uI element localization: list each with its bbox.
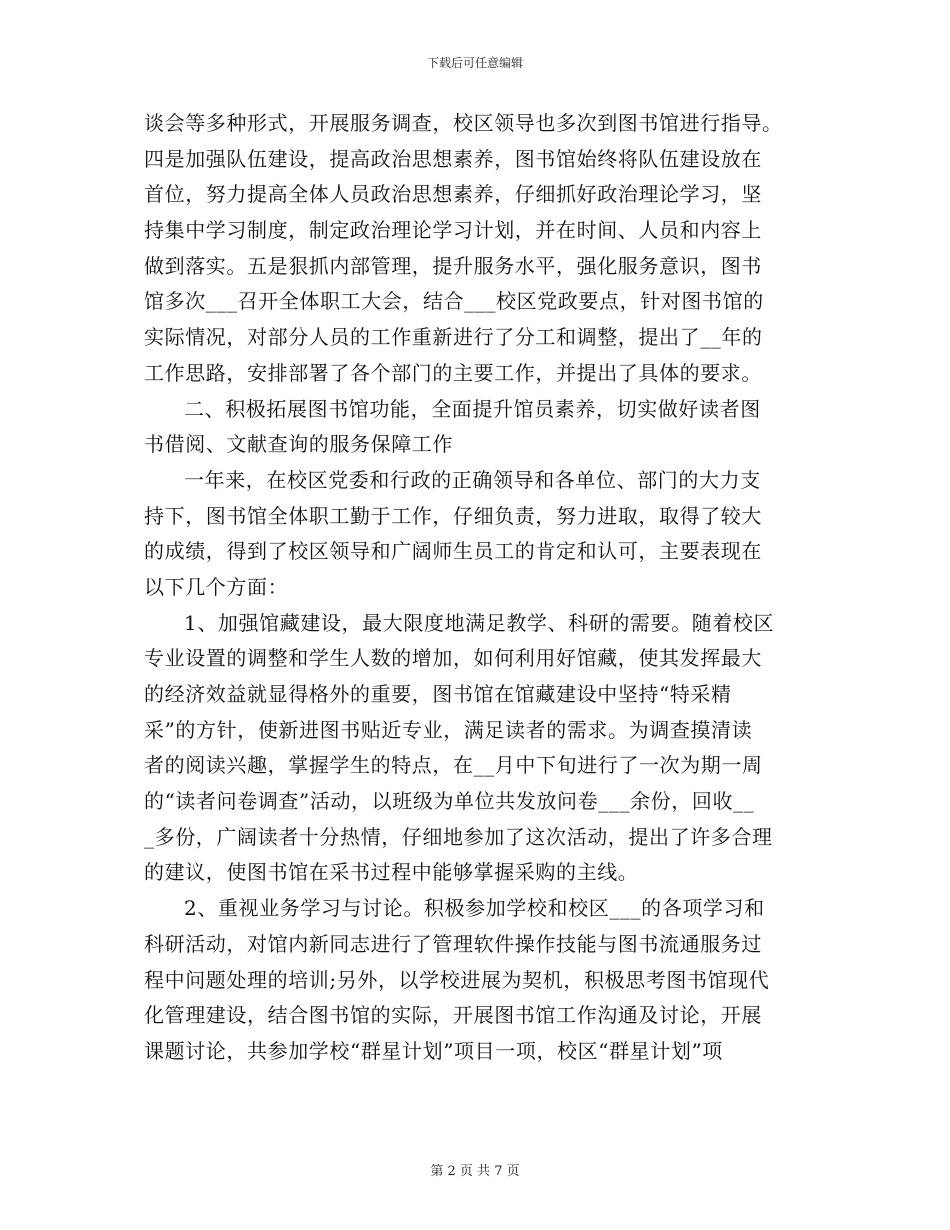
text-line: 专业设置的调整和学生人数的增加，如何利用好馆藏，使其发挥最大	[144, 646, 762, 671]
text-line: 的“读者问卷调查”活动，以班级为单位共发放问卷___余份，回收__	[144, 789, 755, 814]
text-line: 持集中学习制度，制定政治理论学习计划，并在时间、人员和内容上	[144, 218, 762, 243]
text-line: 以下几个方面：	[144, 574, 289, 599]
text-line: 馆多次___召开全体职工大会，结合___校区党政要点，针对图书馆的	[144, 289, 764, 314]
text-line: 2、重视业务学习与讨论。积极参加学校和校区___的各项学习和	[184, 896, 765, 921]
text-line: 首位，努力提高全体人员政治思想素养，仔细抓好政治理论学习，坚	[144, 182, 762, 207]
text-line: 的经济效益就显得格外的重要，图书馆在馆藏建设中坚持“特采精	[144, 682, 732, 706]
text-line: 科研活动，对馆内新同志进行了管理软件操作技能与图书流通服务过	[144, 931, 762, 956]
body-text	[144, 106, 809, 1070]
text-line: 书借阅、文献查询的服务保障工作	[144, 432, 453, 457]
text-line: 者的阅读兴趣，掌握学生的特点，在__月中下旬进行了一次为期一周	[144, 753, 763, 778]
text-line: 程中问题处理的培训;另外，以学校进展为契机，积极思考图书馆现代	[144, 967, 770, 992]
text-line: _多份，广阔读者十分热情，仔细地参加了这次活动，提出了许多合理	[144, 824, 773, 849]
text-line: 工作思路，安排部署了各个部门的主要工作，并提出了具体的要求。	[144, 360, 762, 385]
text-line: 四是加强队伍建设，提高政治思想素养，图书馆始终将队伍建设放在	[144, 146, 762, 171]
text-line: 做到落实。五是狠抓内部管理，提升服务水平，强化服务意识，图书	[144, 253, 762, 278]
text-line: 实际情况，对部分人员的工作重新进行了分工和调整，提出了__年的	[144, 325, 763, 350]
page-footer: 第 2 页 共 7 页	[430, 1164, 520, 1179]
text-line: 1、加强馆藏建设，最大限度地满足教学、科研的需要。随着校区	[184, 610, 775, 635]
text-line: 谈会等多种形式，开展服务调查，校区领导也多次到图书馆进行指导。	[144, 111, 783, 135]
text-line: 的成绩，得到了校区领导和广阔师生员工的肯定和认可，主要表现在	[144, 539, 762, 564]
text-line: 二、积极拓展图书馆功能，全面提升馆员素养，切实做好读者图	[184, 396, 761, 421]
page-header: 下载后可任意编辑	[426, 56, 523, 70]
text-line: 化管理建设，结合图书馆的实际，开展图书馆工作沟通及讨论，开展	[144, 1003, 762, 1028]
text-line: 一年来，在校区党委和行政的正确领导和各单位、部门的大力支	[184, 467, 761, 492]
text-line: 的建议，使图书馆在采书过程中能够掌握采购的主线。	[144, 860, 639, 885]
text-line: 持下，图书馆全体职工勤于工作，仔细负责，努力进取，取得了较大	[144, 503, 762, 528]
text-line: 采”的方针，使新进图书贴近专业，满足读者的需求。为调查摸清读	[144, 717, 753, 742]
text-line: 课题讨论，共参加学校“群星计划”项目一项，校区“群星计划”项	[144, 1038, 723, 1063]
